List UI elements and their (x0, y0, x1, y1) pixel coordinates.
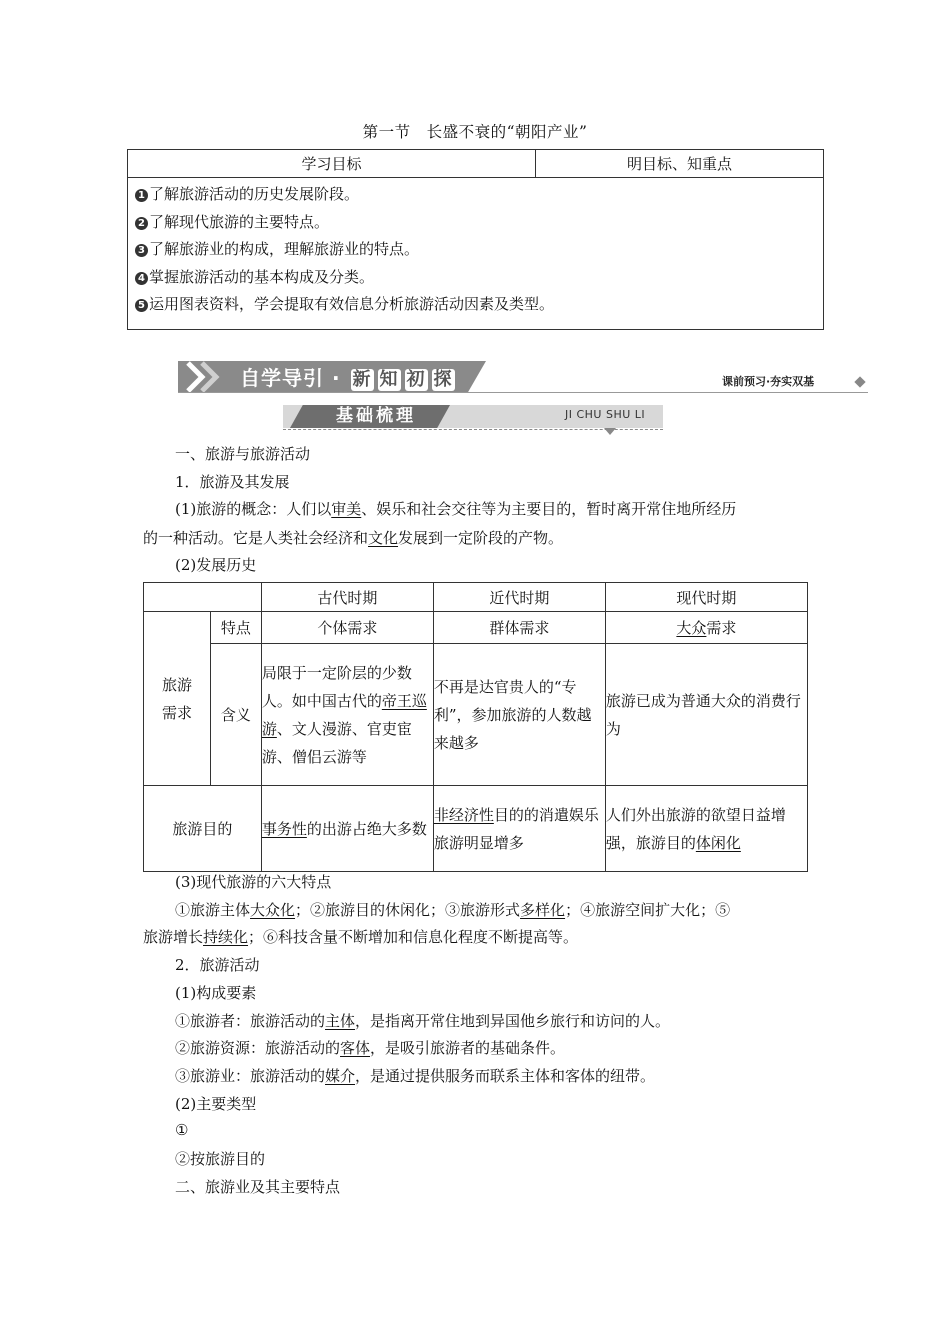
goal-text: 了解旅游活动的历史发展阶段。 (149, 185, 360, 203)
heading-1: 一、旅游与旅游活动 (175, 445, 311, 463)
table-row-group: 旅游需求 (144, 612, 211, 786)
goal-item (135, 264, 817, 292)
table-cell: 大众需求 (605, 612, 807, 644)
paragraph: (1)构成要素 (175, 984, 257, 1002)
table-col-header: 现代时期 (605, 583, 807, 612)
banner-box-char: 知 (379, 369, 399, 390)
page-title: 第一节 长盛不衰的“朝阳产业” (362, 123, 588, 141)
paragraph: ①旅游者：旅游活动的主体，是指离开常住地到异国他乡旅行和访问的人。 (175, 1012, 671, 1030)
heading-1-1: 1．旅游及其发展 (175, 473, 290, 491)
paragraph: ②旅游资源：旅游活动的客体，是吸引旅游者的基础条件。 (175, 1039, 566, 1057)
history-table (143, 582, 808, 872)
table-row-header: 含义 (211, 644, 262, 786)
diamond-icon (854, 376, 865, 387)
paragraph: 的一种活动。它是人类社会经济和文化发展到一定阶段的产物。 (143, 529, 564, 547)
table-row-header: 旅游目的 (144, 786, 262, 872)
paragraph: ③旅游业：旅游活动的媒介，是通过提供服务而联系主体和客体的纽带。 (175, 1067, 656, 1085)
banner-box-char: 初 (406, 369, 426, 390)
number-badge-icon: 3 (135, 244, 148, 257)
goal-item (135, 291, 817, 319)
underlined-answer: 审美 (331, 500, 362, 518)
table-cell: 局限于一定阶层的少数人。如中国古代的帝王巡游、文人漫游、官吏宦游、僧侣云游等 (261, 644, 433, 786)
banner-title (240, 364, 457, 392)
number-badge-icon: 2 (135, 217, 148, 230)
goal-item (135, 209, 817, 237)
chevron-arrows-icon (180, 361, 240, 393)
table-cell: 非经济性目的的消遣娱乐旅游明显增多 (433, 786, 605, 872)
banner-left-text: 自学导引 (240, 366, 324, 390)
table-col-header: 近代时期 (433, 583, 605, 612)
goal-item (135, 181, 817, 209)
subsection-tag-pinyin: JI CHU SHU LI (565, 408, 646, 421)
goals-list (128, 178, 824, 330)
banner-box-char: 探 (433, 369, 453, 390)
paragraph: ① (175, 1121, 189, 1139)
table-col-header: 古代时期 (261, 583, 433, 612)
table-cell: 事务性的出游占绝大多数 (261, 786, 433, 872)
table-cell: 个体需求 (261, 612, 433, 644)
subsection-tag-label: 基础梳理 (336, 406, 416, 426)
table-cell: 旅游已成为普通大众的消费行为 (605, 644, 807, 786)
table-cell: 人们外出旅游的欲望日益增强，旅游目的体闲化 (605, 786, 807, 872)
table-cell: 群体需求 (433, 612, 605, 644)
banner-underline (178, 392, 868, 393)
underlined-answer: 文化 (368, 529, 399, 547)
goal-text: 掌握旅游活动的基本构成及分类。 (149, 267, 375, 286)
table-corner (144, 583, 262, 612)
banner-dot: · (331, 366, 341, 390)
number-badge-icon: 5 (135, 299, 148, 312)
paragraph: (1)旅游的概念：人们以审美、娱乐和社会交往等为主要目的，暂时离开常住地所经历 (175, 500, 737, 518)
goal-text: 了解现代旅游的主要特点。 (149, 212, 330, 231)
goals-header-right: 明目标、知重点 (536, 150, 824, 178)
number-badge-icon: 4 (135, 272, 148, 285)
banner-box-char: 新 (352, 369, 372, 390)
paragraph: ①旅游主体大众化；②旅游目的休闲化；③旅游形式多样化；④旅游空间扩大化；⑤ (175, 901, 731, 919)
banner-subtitle: 课前预习·夯实双基 (722, 375, 815, 388)
goals-header-left: 学习目标 (128, 150, 536, 178)
paragraph: (2)主要类型 (175, 1095, 257, 1113)
heading-1-2: 2．旅游活动 (175, 956, 260, 974)
table-row-header: 特点 (211, 612, 262, 644)
heading-2: 二、旅游业及其主要特点 (175, 1178, 341, 1196)
paragraph: ②按旅游目的 (175, 1150, 266, 1168)
paragraph: (3)现代旅游的六大特点 (175, 873, 332, 891)
goal-text: 了解旅游业的构成，理解旅游业的特点。 (149, 240, 420, 259)
goal-text: 运用图表资料，学会提取有效信息分析旅游活动因素及类型。 (149, 295, 555, 314)
paragraph: (2)发展历史 (175, 556, 257, 574)
paragraph: 旅游增长持续化；⑥科技含量不断增加和信息化程度不断提高等。 (143, 928, 579, 946)
table-cell: 不再是达官贵人的“专利”，参加旅游的人数越来越多 (433, 644, 605, 786)
learning-goals-table (127, 149, 824, 330)
down-arrow-icon (604, 428, 616, 435)
goal-item (135, 236, 817, 264)
number-badge-icon: 1 (135, 189, 148, 202)
